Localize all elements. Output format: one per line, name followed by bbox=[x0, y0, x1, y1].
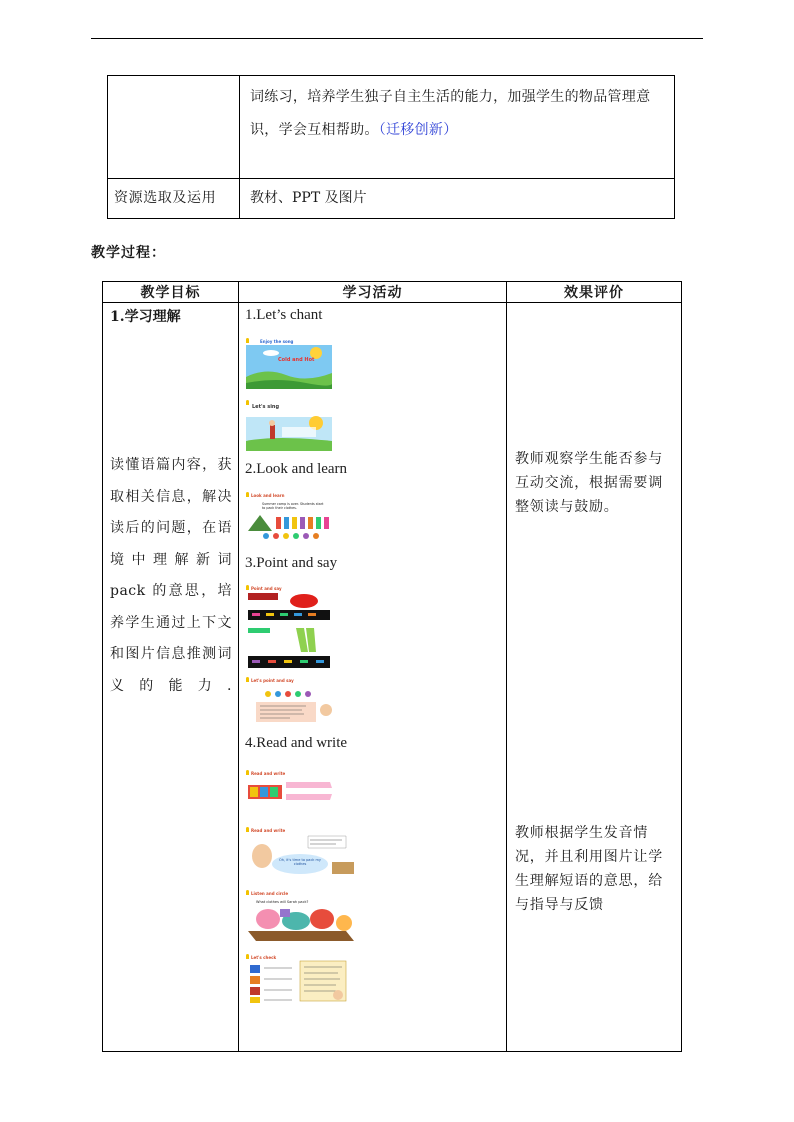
header-activity: 学习活动 bbox=[239, 282, 507, 303]
slide-lets-check: Let's check bbox=[246, 953, 356, 1005]
slide-question: What clothes will Sarah pack? bbox=[256, 900, 309, 904]
resource-label: 资源选取及运用 bbox=[114, 190, 217, 206]
objective-tag: （迁移创新） bbox=[378, 122, 458, 138]
evaluation-text-2: 教师根据学生发音情况，并且利用图片让学生理解短语的意思，给与指导与反馈 bbox=[515, 825, 663, 913]
slide-read-write-2: Read and write Oh, it's time to pack my clothes bbox=[246, 826, 362, 882]
blank-cell bbox=[108, 76, 240, 179]
resource-value: 教材、PPT 及图片 bbox=[250, 190, 367, 206]
section-title: 教学过程： bbox=[91, 245, 166, 261]
evaluation-cell bbox=[507, 303, 682, 1052]
slide-point-say-image bbox=[246, 584, 332, 670]
header-evaluation: 效果评价 bbox=[507, 282, 682, 303]
slide-song-title: Cold and Hot bbox=[278, 357, 315, 363]
slide-listen-circle-image bbox=[246, 889, 358, 949]
slide-look-learn: Look and learn Summer camp is over. Students start to pack their clothes. bbox=[246, 491, 334, 541]
slide-listen-circle: Listen and circle What clothes will Sarah pack? bbox=[246, 889, 358, 949]
activity-3: 3.Point and say bbox=[245, 555, 338, 571]
slide-lets-check-image bbox=[246, 953, 356, 1005]
slide-read-write-2-image bbox=[246, 826, 362, 882]
goal-text: 读懂语篇内容，获取相关信息，解决读后的问题，在语境中理解新词 pack 的意思，培养学生通过上下文和图片信息推测词义的能力. bbox=[110, 457, 232, 694]
header-rule bbox=[91, 38, 703, 39]
slide-enjoy-song: Enjoy the song Cold and Hot bbox=[246, 337, 332, 389]
slide-lets-sing-image bbox=[246, 399, 332, 451]
resource-label-cell bbox=[108, 179, 240, 219]
slide-lets-sing: Let's sing bbox=[246, 399, 332, 451]
header-goal: 教学目标 bbox=[103, 282, 239, 303]
slide-point-say: Point and say bbox=[246, 584, 332, 670]
process-table bbox=[102, 281, 682, 1052]
activity-2: 2.Look and learn bbox=[245, 461, 348, 477]
goal-cell bbox=[103, 303, 239, 1052]
slide-look-learn-image bbox=[246, 491, 334, 541]
slide-lets-point-say: Let's point and say bbox=[246, 676, 338, 724]
slide-look-learn-caption: Summer camp is over. Students start to pack their clothes. bbox=[262, 502, 324, 510]
goal-title: 1.学习理解 bbox=[110, 309, 181, 325]
slide-lets-point-say-image bbox=[246, 676, 338, 724]
slide-read-write-1-image bbox=[246, 769, 334, 809]
evaluation-text-1: 教师观察学生能否参与互动交流，根据需要调整领读与鼓励。 bbox=[515, 451, 663, 515]
resource-table bbox=[107, 75, 675, 219]
objective-text: 词练习，培养学生独子自主生活的能力，加强学生的物品管理意识，学会互相帮助。 bbox=[250, 89, 651, 138]
activity-cell bbox=[239, 303, 507, 1052]
resource-value-cell bbox=[240, 179, 675, 219]
objective-cell bbox=[240, 76, 675, 179]
slide-enjoy-song-image bbox=[246, 337, 332, 389]
slide-read-write-1: Read and write bbox=[246, 769, 334, 809]
slide-bubble-text: Oh, it's time to pack my clothes bbox=[279, 858, 321, 866]
activity-4: 4.Read and write bbox=[245, 735, 348, 751]
activity-1: 1.Let’s chant bbox=[245, 307, 323, 323]
